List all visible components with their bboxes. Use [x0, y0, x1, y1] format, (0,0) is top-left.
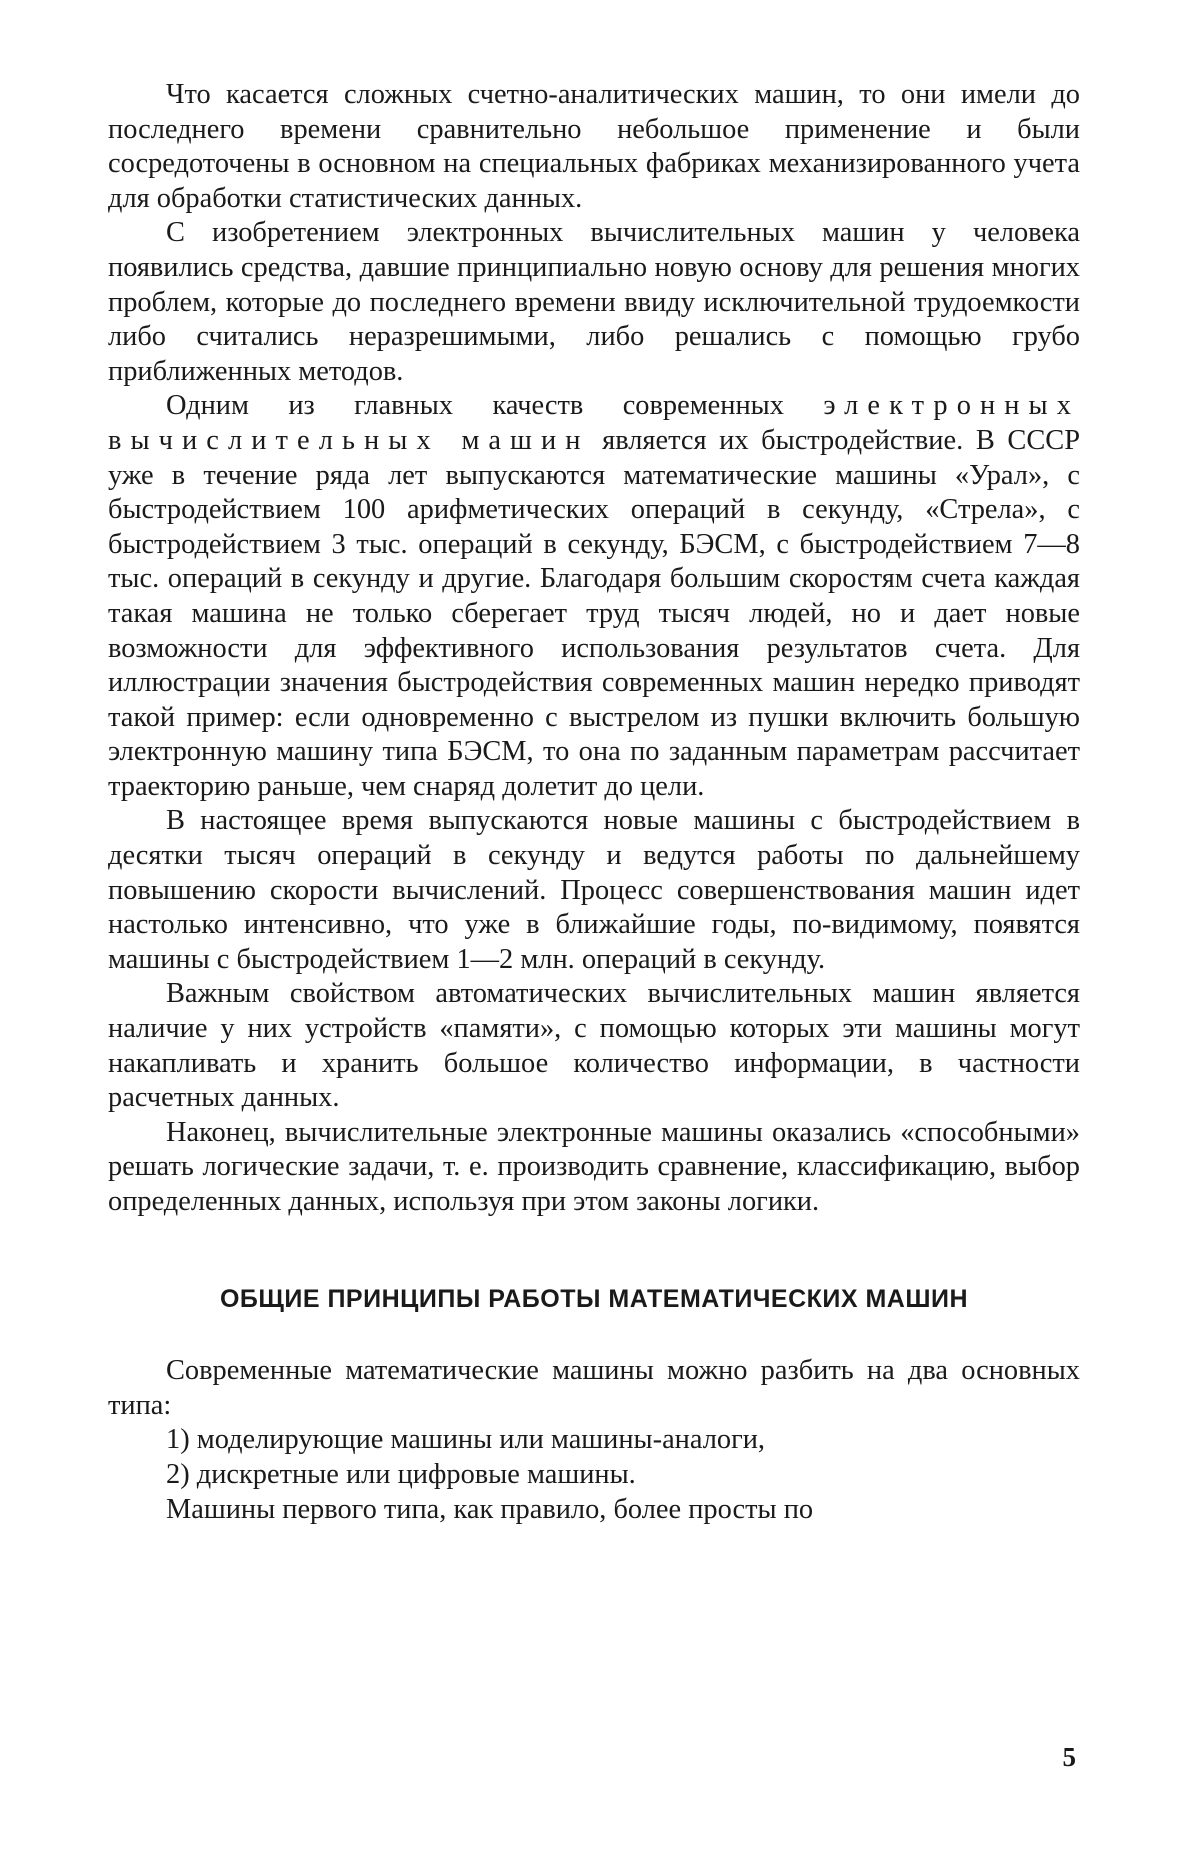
paragraph-logic: Наконец, вычислительные электронные машины оказались «способными» решать логические задачи, т. е. производить сравнение, классификацию, выбор определенных данных, используя при этом законы логики.	[108, 1116, 1080, 1217]
list-item: 2) дискретные или цифровые машины.	[166, 1458, 636, 1490]
paragraph-calculating-machines: Что касается сложных счетно-аналитических машин, то они имели до последнего времени сравнительно небольшое применение и были сосредоточены в основном на специальных фабриках механизированного учета для обработки статистических данных.	[108, 79, 1080, 214]
paragraph-first-type: Машины первого типа, как правило, более просты по	[166, 1493, 814, 1525]
paragraph-new-machines: В настоящее время выпускаются новые машины с быстродействием в десятки тысяч операций в секунду и ведутся работы по дальнейшему повышению скорости вычислений. Процесс совершенствования машин идет настолько интенсивно, что уже в ближайшие годы, по-видимому, появятся машины с быстродействием 1—2 млн. операций в секунду.	[108, 805, 1080, 975]
paragraph-speed-emphasis: электронных вычислительных машин	[108, 390, 1080, 456]
paragraph-speed	[108, 389, 1080, 804]
section-intro: Современные математические машины можно разбить на два основных типа:	[108, 1355, 1080, 1421]
page-body	[108, 78, 1080, 1527]
paragraph-speed-start: Одним из главных качеств современных	[166, 390, 824, 422]
paragraph-electronic-machines-invention: С изобретением электронных вычислительных машин у человека появились средства, давшие принципиально новую основу для решения многих проблем, которые до последнего времени ввиду исключительной трудоемкости либо считались неразрешимыми, либо решались с помощью грубо приближенных методов.	[108, 217, 1080, 387]
paragraph-speed-end: является их быстродействие. В СССР уже в течение ряда лет выпускаются математические машины «Урал», с быстродействием 100 арифметических операций в секунду, «Стрела», с быстродействием 3 тыс. операций в секунду, БЭСМ, с быстродействием 7—8 тыс. операций в секунду и другие. Благодаря большим скоростям счета каждая такая машина не только сберегает труд тысяч людей, но и дает новые возможности для эффективного использования результатов счета. Для иллюстрации значения быстродействия современных машин нередко приводят такой пример: если одновременно с выстрелом из пушки включить большую электронную машину типа БЭСМ, то она по заданным параметрам рассчитает траекторию раньше, чем снаряд долетит до цели.	[108, 424, 1080, 802]
section-heading: ОБЩИЕ ПРИНЦИПЫ РАБОТЫ МАТЕМАТИЧЕСКИХ МАШИН	[219, 1284, 969, 1313]
machine-types-list	[108, 1423, 1080, 1492]
paragraph-memory: Важным свойством автоматических вычислительных машин является наличие у них устройств «памяти», с помощью которых эти машины могут накапливать и хранить большое количество информации, в частности расчетных данных.	[108, 978, 1080, 1114]
list-item: 1) моделирующие машины или машины-аналоги,	[166, 1424, 766, 1456]
page-number: 5	[1062, 1742, 1076, 1772]
